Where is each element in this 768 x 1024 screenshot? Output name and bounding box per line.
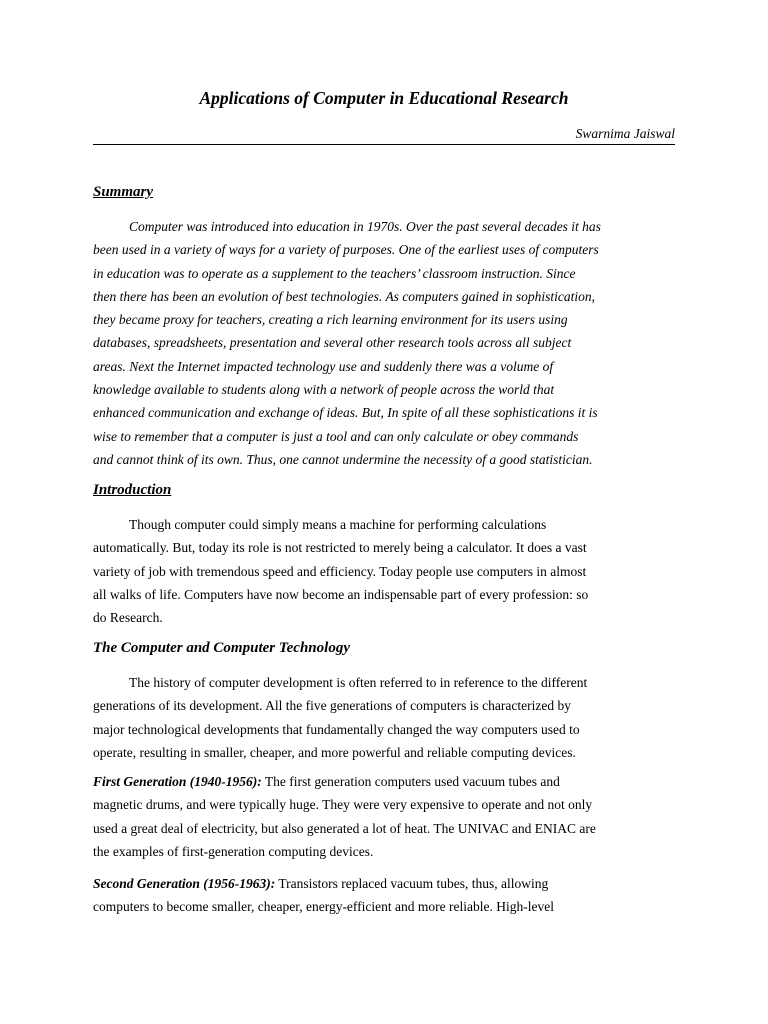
- summary-line: knowledge available to students along with a network of people across the world that: [93, 382, 555, 398]
- technology-line: operate, resulting in smaller, cheaper, and more powerful and reliable computing devices.: [93, 744, 576, 760]
- summary-line: they became proxy for teachers, creating a rich learning environment for its users using: [93, 312, 568, 328]
- introduction-line: variety of job with tremendous speed and efficiency. Today people use computers in almost: [93, 563, 587, 579]
- first-generation-first-line: [93, 770, 675, 793]
- title-divider: [93, 144, 675, 145]
- technology-line: The history of computer development is often referred to in reference to the different: [129, 675, 588, 690]
- technology-paragraph: [93, 671, 675, 764]
- second-generation-first-line: [93, 872, 675, 895]
- summary-line: then there has been an evolution of best technologies. As computers gained in sophistication,: [93, 288, 596, 304]
- introduction-line: automatically. But, today its role is not restricted to merely being a calculator. It does a vast: [93, 540, 587, 556]
- summary-line: enhanced communication and exchange of ideas. But, In spite of all these sophistications it is: [93, 405, 598, 421]
- document-title: Applications of Computer in Educational Research: [199, 88, 569, 108]
- summary-line: Computer was introduced into education in 1970s. Over the past several decades it has: [129, 219, 601, 234]
- first-generation-line: used a great deal of electricity, but also generated a lot of heat. The UNIVAC and ENIAC are: [93, 820, 596, 836]
- introduction-line: all walks of life. Computers have now become an indispensable part of every profession: so: [93, 586, 589, 602]
- second-generation-text: Transistors replaced vacuum tubes, thus, allowing: [275, 876, 549, 891]
- summary-line: areas. Next the Internet impacted technology use and suddenly there was a volume of: [93, 358, 554, 374]
- author-name: Swarnima Jaiswal: [575, 126, 675, 141]
- second-generation-label: Second Generation (1956-1963):: [93, 876, 276, 891]
- introduction-line: do Research.: [93, 610, 163, 626]
- second-generation-line: computers to become smaller, cheaper, energy-efficient and more reliable. High-level: [93, 899, 554, 915]
- summary-heading: Summary: [93, 184, 154, 200]
- first-generation-label: First Generation (1940-1956):: [93, 774, 262, 789]
- summary-line: been used in a variety of ways for a variety of purposes. One of the earliest uses of computers: [93, 242, 599, 258]
- summary-line: databases, spreadsheets, presentation and several other research tools across all subject: [93, 335, 572, 351]
- technology-line: generations of its development. All the five generations of computers is characterized by: [93, 698, 571, 714]
- technology-line: major technological developments that fundamentally changed the way computers used to: [93, 721, 580, 737]
- summary-line: and cannot think of its own. Thus, one cannot undermine the necessity of a good statistician.: [93, 451, 593, 467]
- first-generation-line: magnetic drums, and were typically huge. They were very expensive to operate and not only: [93, 797, 593, 813]
- introduction-line: Though computer could simply means a machine for performing calculations: [129, 517, 547, 532]
- first-generation-text: The first generation computers used vacuum tubes and: [261, 774, 560, 789]
- second-generation-paragraph: [93, 872, 675, 919]
- first-generation-paragraph: [93, 770, 675, 863]
- summary-line: in education was to operate as a supplement to the teachers’ classroom instruction. Since: [93, 265, 576, 281]
- first-generation-line: the examples of first-generation computing devices.: [93, 843, 374, 859]
- introduction-heading: Introduction: [93, 482, 172, 498]
- summary-paragraph: [93, 215, 675, 471]
- introduction-paragraph: [93, 513, 675, 629]
- summary-line: wise to remember that a computer is just a tool and can only calculate or obey commands: [93, 428, 579, 444]
- technology-heading: The Computer and Computer Technology: [93, 640, 350, 656]
